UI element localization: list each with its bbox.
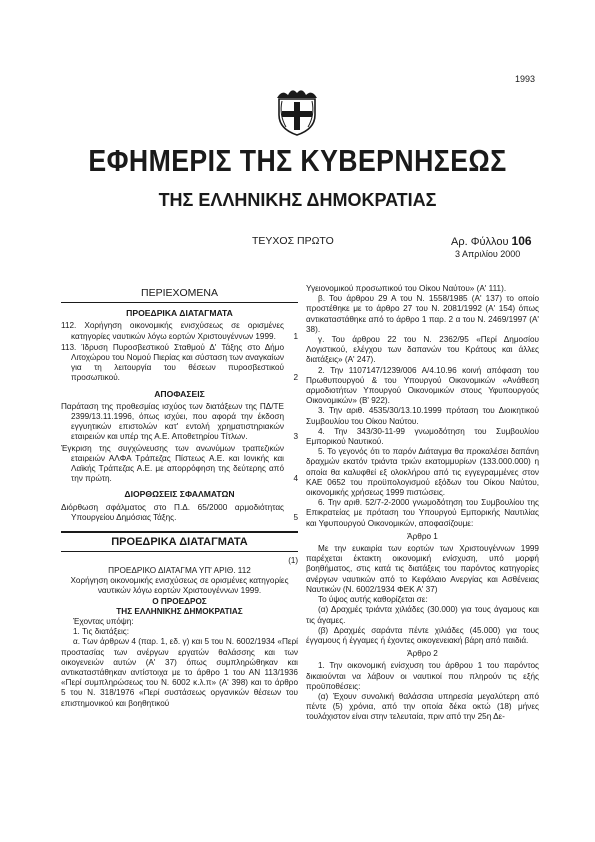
contents-entry-page: 4 [293, 474, 298, 484]
article-paragraph: 1. Την οικονομική ενίσχυση του άρθρου 1 του παρόντος δικαιούνται να λάβουν οι ναυτικοί που πληρούν τις εξής προϋποθέσεις: [306, 661, 539, 691]
right-column [306, 284, 539, 723]
decree-paragraph: γ. Του άρθρου 22 του Ν. 2362/95 «Περί Δημοσίου Λογιστικού, ελέγχου των δαπανών του Κράτους και άλλες διατάξεις» (Α' 247). [306, 335, 539, 365]
decree-paragraph: 1. Τις διατάξεις: [73, 627, 130, 637]
divider [61, 551, 298, 552]
sheet-label: Αρ. Φύλλου [451, 236, 509, 248]
contents-section-title: ΑΠΟΦΑΣΕΙΣ [154, 388, 205, 399]
divider [61, 302, 298, 303]
article-heading: Άρθρο 1 [407, 531, 438, 541]
contents-entry-page: 5 [293, 512, 298, 522]
having-regard: Έχοντας υπόψη: [73, 616, 134, 626]
contents-entry[interactable] [61, 321, 298, 341]
decrees-section-title: ΠΡΟΕΔΡΙΚΑ ΔΙΑΤΑΓΜΑΤΑ [111, 535, 248, 548]
contents-section-title: ΠΡΟΕΔΡΙΚΑ ΔΙΑΤΑΓΜΑΤΑ [126, 308, 233, 319]
article-paragraph: (α) Δραχμές τριάντα χιλιάδες (30.000) για τους άγαμους και τις άγαμες. [306, 605, 539, 625]
article-heading: Άρθρο 2 [407, 649, 438, 659]
contents-title: ΠΕΡΙΕΧΟΜΕΝΑ [140, 287, 219, 299]
contents-section-title: ΔΙΟΡΘΩΣΕΙΣ ΣΦΑΛΜΑΤΩΝ [124, 489, 235, 500]
contents-entry-text: 113. Ίδρυση Πυροσβεστικού Σταθμού Δ' Τάξης στο Δήμο Λιτοχώρου του Νομού Πιερίας και σύσταση των αναγκαίων για τη λειτουργία του θέσεων πυροσβεστικού προσωπικού. [61, 342, 284, 383]
president-title: Ο ΠΡΟΕΔΡΟΣ [152, 596, 207, 606]
contents-entry-page: 3 [293, 432, 298, 442]
contents-entry-text: Παράταση της προθεσμίας ισχύος των διατάξεων της ΠΔ/ΤΕ 2399/13.11.1996, όπως ισχύει, που αφορά την έκδοση εγγυητικών επιστολών κατ' εντολή χρηματιστηριακών εταιρειών και υπέρ της Α.Ε. Αποθετηρίου Τίτλων. [61, 401, 284, 442]
contents-entry-text: 112. Χορήγηση οικονομικής ενισχύσεως σε ορισμένες κατηγορίες ναυτικών λόγω εορτών Χριστουγέννων 1999. [61, 321, 284, 341]
article-paragraph: Με την ευκαιρία των εορτών των Χριστουγέννων 1999 παρέχεται έκτακτη οικονομική ενίσχυση, υπό μορφή βοηθήματος, στις κατά τις διατάξεις του παρόντος κατηγορίες ανέργων ναυτικών από το Κεφάλαιο Ανεργίας και Ασθένειας Ναυτικών (Ν. 6002/1934 ΦΕΚ Α' 37) [306, 544, 539, 594]
decree-paragraph: Υγειονομικού προσωπικού του Οίκου Ναύτου» (Α' 111). [306, 284, 507, 293]
article-paragraph: (α) Έχουν συνολική θαλάσσια υπηρεσία μεγαλύτερη από πέντε (5) χρόνια, από την οποία δέκα οκτώ (18) μήνες τουλάχιστον είναι στην τελευταία, πριν από την 25η Δε- [306, 691, 539, 722]
greek-coat-of-arms-icon [276, 85, 318, 137]
contents-entry[interactable] [61, 444, 298, 485]
decree-summary: Χορήγηση οικονομικής ενισχύσεως σε ορισμένες κατηγορίες ναυτικών λόγω εορτών Χριστουγέννων 1999. [70, 576, 289, 596]
decree-paragraph: 4. Την 343/30-11-99 γνωμοδότηση του Συμβουλίου Εμπορικού Ναυτικού. [306, 426, 539, 447]
contents-entry-page: 2 [293, 373, 298, 383]
decree-marker: (1) [288, 555, 298, 565]
decree-paragraph: α. Των άρθρων 4 (παρ. 1, εδ. γ) και 5 του Ν. 6002/1934 «Περί προστασίας των ανέργων εργατών θαλάσσης και των οικογενειών αυτών (Α' 37) όπως συμπληρώθηκαν και αντικαταστάθηκαν αντίστοιχα με το άρθρο 1 του ΑΝ 113/1936 «Περί συμπληρώσεως του Ν. 6002 κ.λ.π» (Α' 398) και το άρθρο 5 του Ν. 318/1976 «Περί συστάσεως οργανικών θέσεων του επιστημονικού και βοηθητικού [61, 637, 298, 708]
issue-date: 3 Απριλίου 2000 [455, 249, 521, 259]
contents-entry-text: Έγκριση της συγχώνευσης των ανωνύμων τραπεζικών εταιρειών ΑΛΦΑ Τράπεζας Πίστεως Α.Ε. και Ιονικής και Λαϊκής Τράπεζας Α.Ε. με απορρόφηση της δεύτερης από την πρώτη. [61, 443, 284, 484]
sheet-number [451, 234, 532, 248]
article-paragraph: (β) Δραχμές σαράντα πέντε χιλιάδες (45.000) για τους έγγαμους ή έγγαμες ή έχοντες οικογενειακή βάρη από παιδιά. [306, 625, 539, 645]
contents-entry[interactable] [61, 343, 298, 384]
contents-entry[interactable] [61, 503, 298, 523]
decree-number: ΠΡΟΕΔΡΙΚΟ ΔΙΑΤΑΓΜΑ ΥΠ' ΑΡΙΘ. 112 [108, 565, 251, 575]
decree-paragraph: 5. Το γεγονός ότι το παρόν Διάταγμα θα προκαλέσει δαπάνη δραχμών εκατόν τριάντα τριών εκατομμυρίων (133.000.000) η οποία θα καλυφθεί εξ ολοκλήρου από τις εγγεγραμμένες στον ΚΑΕ 0652 του προϋπολογισμού εξόδων του Οίκου Ναύτου, οικονομικής χρήσεως 1999 πιστώσεις. [306, 447, 539, 498]
article-paragraph: Το ύψος αυτής καθορίζεται σε: [318, 595, 428, 605]
issue-type: ΤΕΥΧΟΣ ΠΡΩΤΟ [252, 235, 334, 247]
divider [61, 531, 298, 533]
decree-paragraph: 6. Την αριθ. 52/7-2-2000 γνωμοδότηση του Συμβουλίου της Επικρατείας με πρόταση του Υπουργού Εμπορικής Ναυτιλίας και Υφυπουργού Οικονομικών, αποφασίζουμε: [306, 498, 539, 528]
contents-entry-page: 1 [293, 331, 298, 341]
republic-title: ΤΗΣ ΕΛΛΗΝΙΚΗΣ ΔΗΜΟΚΡΑΤΙΑΣ [116, 606, 243, 616]
contents-entry-text: Διόρθωση σφάλματος στο Π.Δ. 65/2000 αρμοδιότητας Υπουργείου Δημόσιας Τάξης. [61, 502, 284, 522]
decree-paragraph: 2. Την 1107147/1239/006 Α/4.10.96 κοινή απόφαση του Πρωθυπουργού & του Υπουργού Οικονομικών «Ανάθεση αρμοδιοτήτων Υπουργού Οικονομικών στους Υφυπουργούς Οικονομικών» (Β' 922). [306, 365, 539, 406]
gazette-masthead: ΕΦΗΜΕΡΙΣ ΤΗΣ ΚΥΒΕΡΝΗΣΕΩΣ [88, 143, 507, 178]
sheet-number-value: 106 [511, 234, 532, 248]
decree-paragraph: 3. Την αριθ. 4535/30/13.10.1999 πρόταση του Διοικητικού Συμβουλίου του Οίκου Ναύτου. [306, 406, 539, 426]
gazette-subtitle: ΤΗΣ ΕΛΛΗΝΙΚΗΣ ΔΗΜΟΚΡΑΤΙΑΣ [158, 190, 437, 210]
page-number: 1993 [515, 74, 536, 84]
contents-entry[interactable] [61, 402, 298, 443]
left-column [61, 284, 298, 709]
decree-paragraph: β. Του άρθρου 29 Α του Ν. 1558/1985 (Α' 137) το οποίο προστέθηκε με το άρθρο 27 του Ν. 2081/1992 (Α' 154) όπως αντικαταστάθηκε από το άρθρο 1 παρ. 2 α του Ν. 2469/1997 (Α' 38). [306, 294, 539, 334]
